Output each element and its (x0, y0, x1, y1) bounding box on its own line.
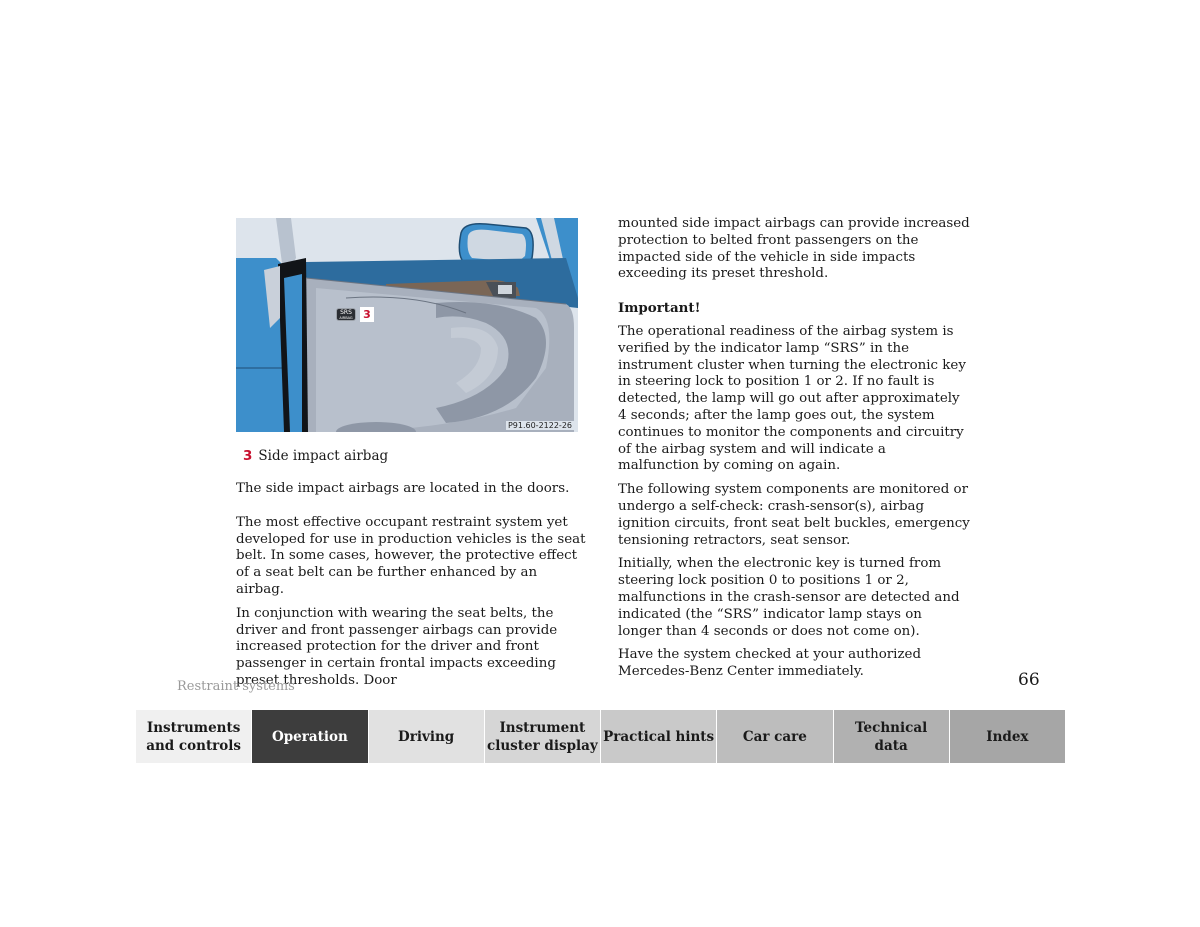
tab-label-line2: and controls (146, 737, 242, 754)
caption-number: 3 (243, 448, 253, 464)
tab-driving[interactable] (369, 710, 485, 763)
paragraph: In conjunction with wearing the seat belts, the driver and front passenger airbags can provide increased protection for the driver and front passenger in certain frontal impacts exceeding preset thresholds. Door (236, 605, 558, 688)
tab-operation[interactable] (252, 710, 368, 763)
srs-badge-text: SRS (340, 309, 352, 316)
caption-text: Side impact airbag (258, 448, 389, 464)
figure-callout-3: 3 (360, 307, 374, 322)
tab-label-line2: data (874, 737, 908, 754)
right-text-column (618, 216, 970, 681)
section-title: Restraint systems (177, 679, 295, 694)
chapter-navigation (136, 710, 1065, 763)
paragraph: mounted side impact airbags can provide increased protection to belted front passengers on the impacted side of the vehicle in side impacts exceeding its preset threshold. (618, 216, 970, 282)
paragraph: The operational readiness of the airbag system is verified by the indicator lamp “SRS” in the instrument cluster when turning the electronic key in steering lock to position 1 or 2. If no fault is detected, the lamp will go out after approximately 4 seconds; after the lamp goes out, the system continues to monitor the components and circuitry of the airbag system and will indicate a malfunction by coming on again. (618, 323, 966, 474)
door-interior-drawing (236, 218, 578, 432)
left-text-column (236, 481, 588, 690)
figure-code: P91.60-2122-26 (507, 421, 572, 430)
tab-label-line1: Instrument (499, 719, 586, 736)
tab-label: Driving (398, 728, 455, 745)
tab-label-line1: Instruments (146, 719, 241, 736)
tab-practical-hints[interactable] (601, 710, 717, 763)
tab-instruments-and-controls[interactable] (136, 710, 252, 763)
paragraph: Have the system checked at your authorized Mercedes-Benz Center immediately. (618, 647, 922, 680)
tab-label-line2: cluster display (487, 737, 598, 754)
important-heading: Important! (618, 300, 701, 317)
srs-airbag-badge (336, 308, 356, 321)
tab-label: Car care (742, 728, 807, 745)
tab-instrument-cluster-display[interactable] (485, 710, 601, 763)
paragraph: Initially, when the electronic key is turned from steering lock position 0 to positions 1 or 2, malfunctions in the crash-sensor are detected and indicated (the “SRS” indicator lamp stays on longer than 4 seconds or does not come on). (618, 556, 960, 639)
tab-label: Index (986, 728, 1029, 745)
tab-label-line1: Technical (855, 719, 928, 736)
paragraph: The most effective occupant restraint system yet developed for use in production vehicles is the seat belt. In some cases, however, the protective effect of a seat belt can be further enhanced by an airbag. (236, 514, 586, 597)
paragraph: The side impact airbags are located in the doors. (236, 481, 570, 496)
tab-car-care[interactable] (717, 710, 833, 763)
tab-label: Operation (271, 728, 348, 745)
tab-label: Practical hints (603, 728, 715, 745)
tab-index[interactable] (950, 710, 1065, 763)
tab-technical-data[interactable] (834, 710, 950, 763)
paragraph: The following system components are monitored or undergo a self-check: crash-sensor(s), airbag ignition circuits, front seat belt buckles, emergency tensioning retractors, seat sensor. (618, 482, 970, 548)
door-airbag-illustration (236, 218, 578, 432)
figure-caption (243, 448, 388, 465)
srs-badge-subtext: AIRBAG (339, 316, 353, 320)
page-number: 66 (1018, 670, 1040, 690)
